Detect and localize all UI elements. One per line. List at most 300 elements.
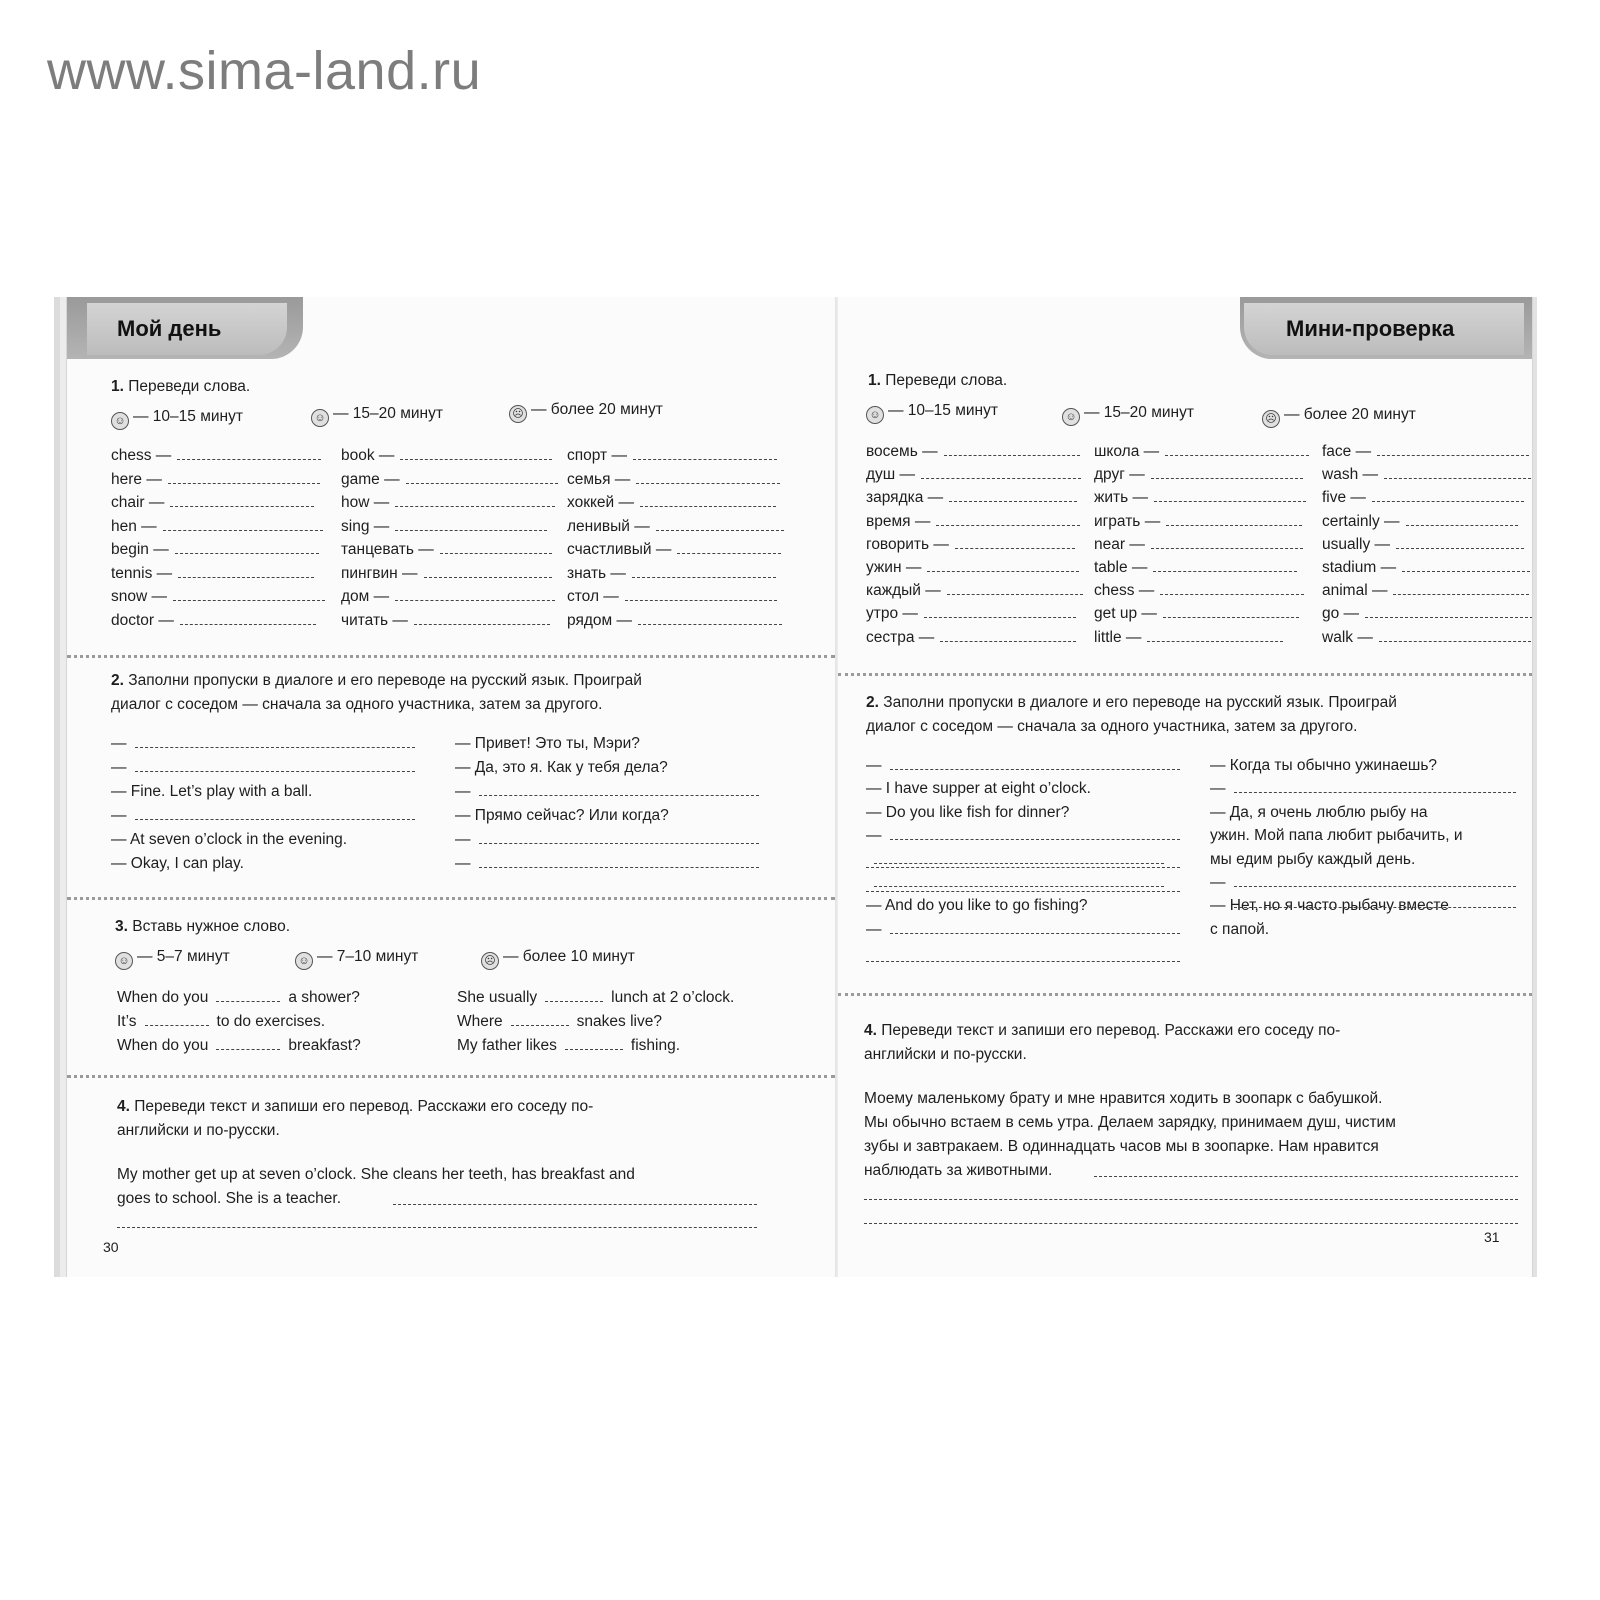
word-prompt: animal — (1322, 582, 1388, 600)
right-ex1-timing-1 (866, 401, 998, 424)
dialog-line (1210, 921, 1269, 939)
sentence-end: a shower? (288, 989, 360, 1006)
answer-blank[interactable] (632, 565, 776, 578)
answer-blank[interactable] (545, 989, 603, 1002)
answer-blank[interactable] (625, 588, 777, 601)
answer-blank[interactable] (145, 1013, 209, 1026)
dialog-line (1210, 780, 1516, 798)
neutral-face-icon: ☺ (1062, 408, 1080, 426)
exercise-number: 1. (111, 378, 124, 395)
sentence-end: to do exercises. (216, 1013, 326, 1030)
answer-blank[interactable] (175, 541, 319, 554)
answer-blank[interactable] (949, 489, 1077, 502)
answer-blank[interactable] (955, 536, 1075, 549)
word-prompt: here — (111, 470, 162, 488)
answer-blank[interactable] (1402, 559, 1530, 572)
word-row (1094, 466, 1303, 484)
dialog-line (866, 780, 1091, 798)
answer-blank[interactable] (936, 513, 1080, 526)
right-ex4-text-line1: Моему маленькому брату и мне нравится ходить в зоопарк с бабушкой. (864, 1090, 1383, 1107)
answer-blank[interactable] (640, 494, 776, 507)
dialog-line (111, 855, 244, 873)
smile-icon: ☺ (115, 952, 133, 970)
answer-blank[interactable] (1365, 605, 1533, 618)
section-divider (67, 655, 835, 658)
word-prompt: семья — (567, 470, 631, 488)
answer-line[interactable] (864, 1199, 1518, 1200)
right-title-tab (1240, 297, 1532, 359)
word-prompt: хоккей — (567, 494, 635, 511)
answer-blank[interactable] (1151, 536, 1303, 549)
answer-blank[interactable] (1396, 536, 1524, 549)
left-ex3-timing-1 (115, 947, 230, 970)
exercise-number: 4. (864, 1022, 877, 1039)
sentence-start: It’s (117, 1013, 137, 1030)
word-prompt: sing — (341, 517, 390, 535)
word-prompt: chess — (111, 447, 172, 464)
word-row (1094, 605, 1299, 623)
word-prompt: счастливый — (567, 541, 672, 558)
exercise-instruction: Вставь нужное слово. (132, 918, 291, 935)
sentence-row (457, 989, 734, 1007)
dialog-text: — Нет, но я часто рыбачу вместе (1210, 897, 1449, 915)
right-page (838, 297, 1533, 1277)
word-row (111, 565, 314, 583)
exercise-number: 1. (868, 372, 881, 389)
word-row (567, 541, 781, 559)
dialog-line (455, 759, 668, 777)
word-prompt: little — (1094, 628, 1142, 646)
word-prompt: game — (341, 470, 400, 488)
dialog-line (111, 759, 415, 777)
answer-blank[interactable] (406, 471, 558, 484)
word-row (111, 494, 314, 512)
answer-blank[interactable] (1372, 489, 1524, 502)
answer-blank[interactable] (479, 783, 759, 796)
dialog-line (866, 757, 1180, 775)
right-ex4-line2: английски и по-русски. (864, 1046, 1027, 1063)
timing-label: — 10–15 минут (888, 402, 998, 419)
word-prompt: book — (341, 447, 395, 464)
sad-face-icon: ☹ (509, 405, 527, 423)
answer-blank[interactable] (1147, 629, 1283, 642)
left-ex3-timing-2 (295, 947, 418, 970)
word-row (1322, 582, 1529, 600)
answer-blank[interactable] (216, 989, 280, 1002)
dialog-text: — Do you like fish for dinner? (866, 803, 1070, 821)
word-prompt: snow — (111, 588, 167, 605)
exercise-number: 4. (117, 1098, 130, 1115)
word-prompt: go — (1322, 605, 1360, 623)
timing-label: — более 10 минут (503, 948, 635, 965)
word-row (567, 565, 776, 583)
right-ex1-timing-2 (1062, 403, 1194, 426)
left-page-title: Мой день (87, 303, 287, 355)
left-ex2-line2: диалог с соседом — сначала за одного участника, затем за другого. (111, 696, 603, 713)
right-ex2-line1 (866, 693, 1397, 713)
answer-blank[interactable] (636, 471, 780, 484)
timing-label: — 5–7 минут (137, 948, 230, 965)
word-prompt: begin — (111, 541, 169, 558)
dialog-line (111, 807, 415, 825)
word-prompt: certainly — (1322, 512, 1400, 530)
dialog-line (1210, 757, 1437, 775)
dialog-line (1210, 827, 1462, 845)
word-row (1322, 629, 1531, 647)
dialog-line (866, 921, 1180, 939)
word-row (341, 494, 555, 512)
right-ex4-line1 (864, 1021, 1340, 1041)
word-row (866, 513, 1080, 531)
word-prompt: ужин — (866, 559, 922, 576)
word-row (1094, 582, 1304, 600)
word-prompt: восемь — (866, 443, 938, 460)
word-row (1322, 605, 1533, 623)
answer-blank[interactable] (135, 759, 415, 772)
word-row (866, 582, 1083, 600)
answer-blank[interactable] (944, 443, 1080, 456)
answer-blank[interactable] (1234, 874, 1516, 887)
answer-blank[interactable] (1234, 780, 1516, 793)
sentence-start: When do you (117, 989, 209, 1006)
sad-face-icon: ☹ (1262, 410, 1280, 428)
dialog-text: — Привет! Это ты, Мэри? (455, 735, 640, 752)
answer-blank[interactable] (890, 921, 1180, 934)
neutral-face-icon: ☺ (311, 409, 329, 427)
word-row (866, 443, 1080, 461)
sentence-row (457, 1037, 680, 1055)
word-row (1322, 466, 1533, 484)
word-prompt: дом — (341, 588, 390, 605)
answer-blank[interactable] (395, 518, 547, 531)
word-prompt: душ — (866, 466, 916, 484)
word-prompt: спорт — (567, 447, 627, 464)
word-row (567, 471, 780, 489)
word-row (567, 447, 777, 465)
sentence-row (117, 1013, 325, 1031)
answer-blank[interactable] (940, 629, 1076, 642)
answer-line[interactable] (864, 1223, 1518, 1224)
dialog-line (1210, 851, 1415, 869)
answer-blank[interactable] (414, 612, 550, 625)
page-number: 31 (1484, 1229, 1500, 1245)
answer-line[interactable] (393, 1204, 757, 1205)
answer-blank[interactable] (874, 874, 1164, 887)
timing-label: — более 20 минут (531, 401, 663, 418)
word-row (341, 588, 555, 606)
left-page (66, 297, 835, 1277)
sentence-end: breakfast? (288, 1037, 361, 1054)
word-row (111, 447, 321, 465)
word-row (866, 629, 1076, 647)
answer-blank[interactable] (1154, 489, 1306, 502)
word-row (1094, 629, 1283, 647)
answer-blank[interactable] (395, 494, 555, 507)
answer-line[interactable] (1234, 907, 1516, 908)
dialog-text: — (111, 807, 127, 824)
answer-blank[interactable] (927, 559, 1079, 572)
section-divider (67, 1075, 835, 1078)
word-row (1094, 536, 1303, 554)
answer-blank[interactable] (479, 855, 759, 868)
answer-blank[interactable] (135, 735, 415, 748)
answer-blank[interactable] (890, 827, 1180, 840)
sentence-start: When do you (117, 1037, 209, 1054)
word-prompt: chess — (1094, 582, 1155, 600)
smile-icon: ☺ (111, 412, 129, 430)
left-ex4-line1 (117, 1097, 593, 1117)
answer-blank[interactable] (890, 757, 1180, 770)
left-title-tab (67, 297, 303, 359)
right-ex2-line2: диалог с соседом — сначала за одного участника, затем за другого. (866, 718, 1358, 735)
word-prompt: играть — (1094, 512, 1161, 530)
word-prompt: жить — (1094, 489, 1149, 507)
left-ex1-timing-2 (311, 404, 443, 427)
answer-blank[interactable] (638, 612, 782, 625)
word-prompt: танцевать — (341, 541, 434, 558)
answer-line[interactable] (866, 891, 1180, 892)
answer-line[interactable] (117, 1227, 757, 1228)
sentence-end: lunch at 2 o’clock. (611, 989, 735, 1006)
dialog-text: — (866, 920, 882, 938)
sentence-row (117, 989, 360, 1007)
dialog-text: — Когда ты обычно ужинаешь? (1210, 757, 1438, 774)
word-row (341, 471, 558, 489)
word-row (341, 541, 552, 559)
dialog-text: — (866, 827, 882, 845)
answer-blank[interactable] (1151, 466, 1303, 479)
word-prompt: near — (1094, 535, 1145, 553)
dialog-line (455, 735, 640, 753)
word-prompt: знать — (567, 564, 626, 582)
answer-blank[interactable] (177, 447, 321, 460)
answer-blank[interactable] (565, 1037, 623, 1050)
exercise-instruction: Заполни пропуски в диалоге и его переводе на русский язык. Проиграй (883, 694, 1397, 711)
dialog-line (455, 807, 669, 825)
dialog-line (111, 735, 415, 753)
word-prompt: get up — (1094, 605, 1157, 623)
word-prompt: face — (1322, 443, 1372, 460)
answer-blank[interactable] (1153, 559, 1297, 572)
dialog-text: — (111, 759, 127, 776)
dialog-text: — (111, 735, 127, 752)
word-row (567, 612, 782, 630)
dialog-line (1210, 874, 1516, 892)
word-prompt: stadium — (1322, 559, 1397, 576)
answer-blank[interactable] (1163, 605, 1299, 618)
dialog-line (866, 804, 1069, 822)
word-row (567, 588, 777, 606)
word-row (111, 471, 320, 489)
exercise-instruction: Переведи текст и запиши его перевод. Расскажи его соседу по- (881, 1022, 1341, 1039)
answer-blank[interactable] (163, 518, 323, 531)
word-row (111, 588, 325, 606)
word-prompt: зарядка — (866, 489, 944, 507)
answer-line[interactable] (866, 867, 1180, 868)
dialog-text: — Прямо сейчас? Или когда? (455, 807, 669, 824)
answer-blank[interactable] (178, 565, 314, 578)
dialog-text: — Okay, I can play. (111, 855, 244, 872)
word-prompt: сестра — (866, 628, 935, 646)
exercise-number: 2. (111, 672, 124, 689)
word-prompt: школа — (1094, 443, 1160, 460)
dialog-line (866, 874, 1164, 892)
word-prompt: пингвин — (341, 564, 418, 582)
word-prompt: doctor — (111, 611, 174, 629)
word-row (866, 536, 1075, 554)
answer-blank[interactable] (656, 518, 784, 531)
dialog-line (866, 851, 1164, 869)
left-ex1-timing-3 (509, 400, 663, 423)
word-row (567, 494, 776, 512)
answer-blank[interactable] (677, 541, 781, 554)
word-row (341, 565, 552, 583)
left-ex4-line2: английски и по-русски. (117, 1122, 280, 1139)
word-prompt: каждый — (866, 582, 941, 600)
answer-blank[interactable] (1384, 466, 1533, 479)
answer-blank[interactable] (874, 851, 1164, 864)
dialog-line (866, 827, 1180, 845)
left-ex4-text-line2: goes to school. She is a teacher. (117, 1190, 342, 1207)
sentence-end: snakes live? (576, 1013, 662, 1030)
left-ex1-heading (111, 377, 250, 397)
right-page-title: Мини-проверка (1244, 303, 1524, 355)
dialog-text: с папой. (1210, 920, 1270, 938)
word-row (1322, 559, 1530, 577)
answer-blank[interactable] (1377, 443, 1529, 456)
answer-blank[interactable] (1379, 629, 1531, 642)
word-prompt: wash — (1322, 466, 1378, 484)
word-row (111, 612, 316, 630)
exercise-number: 2. (866, 694, 879, 711)
answer-blank[interactable] (511, 1013, 569, 1026)
dialog-text: — (866, 757, 882, 774)
answer-blank[interactable] (924, 605, 1076, 618)
answer-blank[interactable] (1393, 582, 1529, 595)
word-prompt: читать — (341, 611, 408, 629)
left-ex3-timing-3 (481, 947, 635, 970)
section-divider (67, 897, 835, 900)
word-prompt: друг — (1094, 466, 1145, 484)
word-prompt: usually — (1322, 535, 1391, 553)
answer-blank[interactable] (479, 831, 759, 844)
answer-line[interactable] (866, 961, 1180, 962)
answer-blank[interactable] (633, 447, 777, 460)
word-prompt: tennis — (111, 564, 173, 582)
answer-blank[interactable] (400, 447, 552, 460)
dialog-text: — At seven o’clock in the evening. (111, 831, 348, 848)
smile-icon: ☺ (866, 406, 884, 424)
timing-label: — 15–20 минут (1084, 404, 1194, 421)
word-prompt: говорить — (866, 535, 949, 553)
word-row (341, 518, 547, 536)
sentence-start: My father likes (457, 1037, 557, 1054)
word-row (1322, 536, 1524, 554)
word-row (1322, 489, 1524, 507)
sentence-start: Where (457, 1013, 503, 1030)
left-ex3-heading (115, 917, 290, 937)
answer-blank[interactable] (424, 565, 552, 578)
right-ex1-timing-3 (1262, 405, 1416, 428)
answer-blank[interactable] (135, 807, 415, 820)
answer-blank[interactable] (1160, 582, 1304, 595)
dialog-line (1210, 804, 1428, 822)
timing-label: — более 20 минут (1284, 406, 1416, 423)
dialog-text: — Да, я очень люблю рыбу на (1210, 803, 1428, 821)
answer-blank[interactable] (1165, 443, 1309, 456)
left-ex4-text-line1: My mother get up at seven o’clock. She cleans her teeth, has breakfast and (117, 1166, 635, 1183)
word-prompt: ленивый — (567, 517, 650, 535)
section-divider (838, 993, 1532, 996)
dialog-line (455, 831, 759, 849)
answer-blank[interactable] (395, 588, 555, 601)
word-prompt: рядом — (567, 611, 632, 629)
dialog-text: — (1210, 874, 1226, 891)
neutral-face-icon: ☺ (295, 952, 313, 970)
section-divider (838, 673, 1532, 676)
word-row (866, 489, 1077, 507)
word-row (111, 518, 323, 536)
answer-blank[interactable] (170, 494, 314, 507)
answer-blank[interactable] (180, 612, 316, 625)
answer-blank[interactable] (947, 582, 1083, 595)
right-ex4-text-line2: Мы обычно встаем в семь утра. Делаем зарядку, принимаем душ, чистим (864, 1114, 1396, 1131)
dialog-line (111, 831, 347, 849)
word-row (866, 559, 1079, 577)
watermark: www.sima-land.ru (47, 41, 482, 101)
right-ex4-text-line3: зубы и завтракаем. В одиннадцать часов мы в зоопарке. Нам нравится (864, 1138, 1379, 1155)
dialog-text: — (1210, 780, 1226, 798)
word-row (866, 605, 1076, 623)
exercise-instruction: Переведи слова. (885, 372, 1008, 389)
word-prompt: chair — (111, 494, 165, 511)
answer-blank[interactable] (440, 541, 552, 554)
sentence-end: fishing. (630, 1037, 681, 1054)
answer-blank[interactable] (216, 1037, 280, 1050)
answer-blank[interactable] (168, 471, 320, 484)
word-prompt: утро — (866, 605, 918, 623)
sad-face-icon: ☹ (481, 952, 499, 970)
word-row (567, 518, 784, 536)
word-row (1094, 559, 1297, 577)
dialog-text: — Да, это я. Как у тебя дела? (455, 759, 668, 776)
dialog-text: — (455, 831, 471, 848)
exercise-instruction: Переведи текст и запиши его перевод. Расскажи его соседу по- (134, 1098, 594, 1115)
answer-blank[interactable] (1166, 513, 1302, 526)
answer-blank[interactable] (1406, 513, 1518, 526)
word-row (1094, 513, 1302, 531)
timing-label: — 7–10 минут (317, 948, 419, 965)
answer-blank[interactable] (173, 588, 325, 601)
workbook-spread (42, 297, 1532, 1277)
dialog-text: мы едим рыбу каждый день. (1210, 850, 1416, 868)
word-row (1094, 443, 1309, 461)
exercise-instruction: Заполни пропуски в диалоге и его переводе на русский язык. Проиграй (128, 672, 642, 689)
word-prompt: how — (341, 494, 390, 511)
dialog-text: ужин. Мой папа любит рыбачить, и (1210, 827, 1463, 845)
left-ex2-line1 (111, 671, 642, 691)
timing-label: — 10–15 минут (133, 408, 243, 425)
word-prompt: table — (1094, 559, 1148, 576)
dialog-text: — (455, 855, 471, 872)
dialog-line (455, 783, 759, 801)
timing-label: — 15–20 минут (333, 405, 443, 422)
exercise-instruction: Переведи слова. (128, 378, 251, 395)
answer-blank[interactable] (921, 466, 1081, 479)
answer-line[interactable] (1094, 1176, 1518, 1177)
word-row (1094, 489, 1306, 507)
word-row (1322, 513, 1518, 531)
